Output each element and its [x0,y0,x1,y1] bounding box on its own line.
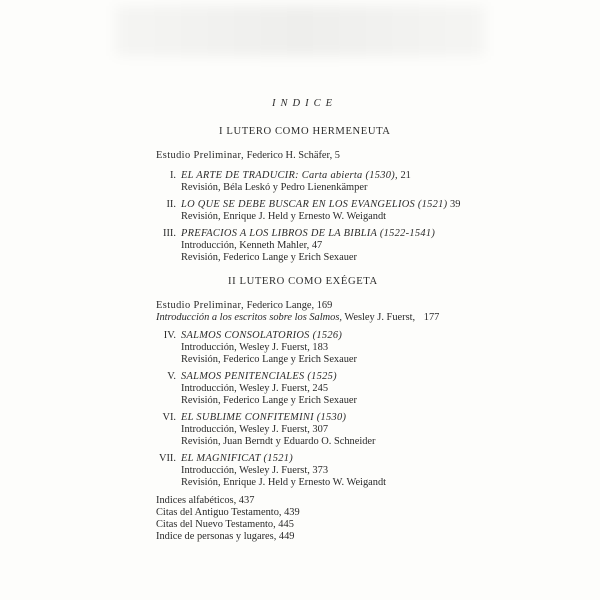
entry-page: 39 [450,199,461,210]
intro-author: Wesley J. Fuerst, [344,312,416,323]
part1-preliminary [156,150,340,162]
appendix-item: Indice de personas y lugares, 449 [156,531,295,542]
preliminary-label: Estudio Preliminar, [156,300,244,311]
entry-line: Revisión, Juan Berndt y Eduardo O. Schneider [181,436,376,447]
entry-title-line [181,199,460,211]
appendix-item: Citas del Nuevo Testamento, 445 [156,519,294,530]
entry-numeral: IV. [163,330,176,341]
entry-numeral: V. [167,371,176,382]
entry-title: EL SUBLIME CONFITEMINI (1530) [181,412,347,423]
entry-numeral: II. [166,199,176,210]
intro-title: Introducción a los escritos sobre los Salmos, [156,312,342,323]
index-title: INDICE [272,98,337,109]
part2-preliminary [156,300,332,312]
intro-page: 177 [423,312,440,323]
appendix-item: Indices alfabéticos, 437 [156,495,255,506]
preliminary-page: 169 [316,300,333,311]
part2-intro [156,312,439,324]
entry-line: Revisión, Federico Lange y Erich Sexauer [181,395,358,406]
appendix-item: Citas del Antiguo Testamento, 439 [156,507,300,518]
entry-line: Introducción, Wesley J. Fuerst, 245 [181,383,329,394]
part1-heading: I LUTERO COMO HERMENEUTA [219,126,391,137]
preliminary-author: Federico H. Schäfer, [246,150,333,161]
entry-line: Revisión, Enrique J. Held y Ernesto W. Weigandt [181,211,387,222]
entry-line: Revisión, Enrique J. Held y Ernesto W. Weigandt [181,477,387,488]
bleed-through-shadow [115,6,485,56]
entry-page: 21 [400,170,411,181]
entry-line: Introducción, Wesley J. Fuerst, 307 [181,424,329,435]
entry-title-line [181,228,435,240]
entry-title-line [181,170,411,182]
entry-numeral: VII. [158,453,176,464]
entry-line: Introducción, Kenneth Mahler, 47 [181,240,323,251]
entry-title: SALMOS PENITENCIALES (1525) [181,371,337,382]
entry-numeral: VI. [162,412,176,423]
preliminary-label: Estudio Preliminar, [156,150,244,161]
entry-title: EL ARTE DE TRADUCIR: Carta abierta (1530), [181,170,398,181]
entry-title: SALMOS CONSOLATORIOS (1526) [181,330,343,341]
entry-line: Revisión, Federico Lange y Erich Sexauer [181,354,358,365]
entry-line: Revisión, Béla Leskó y Pedro Lienenkämper [181,182,368,193]
preliminary-page: 5 [334,150,340,161]
part2-heading: II LUTERO COMO EXÉGETA [228,276,378,287]
entry-numeral: I. [169,170,176,181]
entry-line: Introducción, Wesley J. Fuerst, 373 [181,465,329,476]
entry-title: PREFACIOS A LOS LIBROS DE LA BIBLIA (1522-1541) [181,228,436,239]
entry-title: EL MAGNIFICAT (1521) [181,453,294,464]
entry-line: Revisión, Federico Lange y Erich Sexauer [181,252,358,263]
preliminary-author: Federico Lange, [246,300,315,311]
entry-line: Introducción, Wesley J. Fuerst, 183 [181,342,329,353]
entry-numeral: III. [163,228,176,239]
entry-title: LO QUE SE DEBE BUSCAR EN LOS EVANGELIOS (1521) [181,199,448,210]
